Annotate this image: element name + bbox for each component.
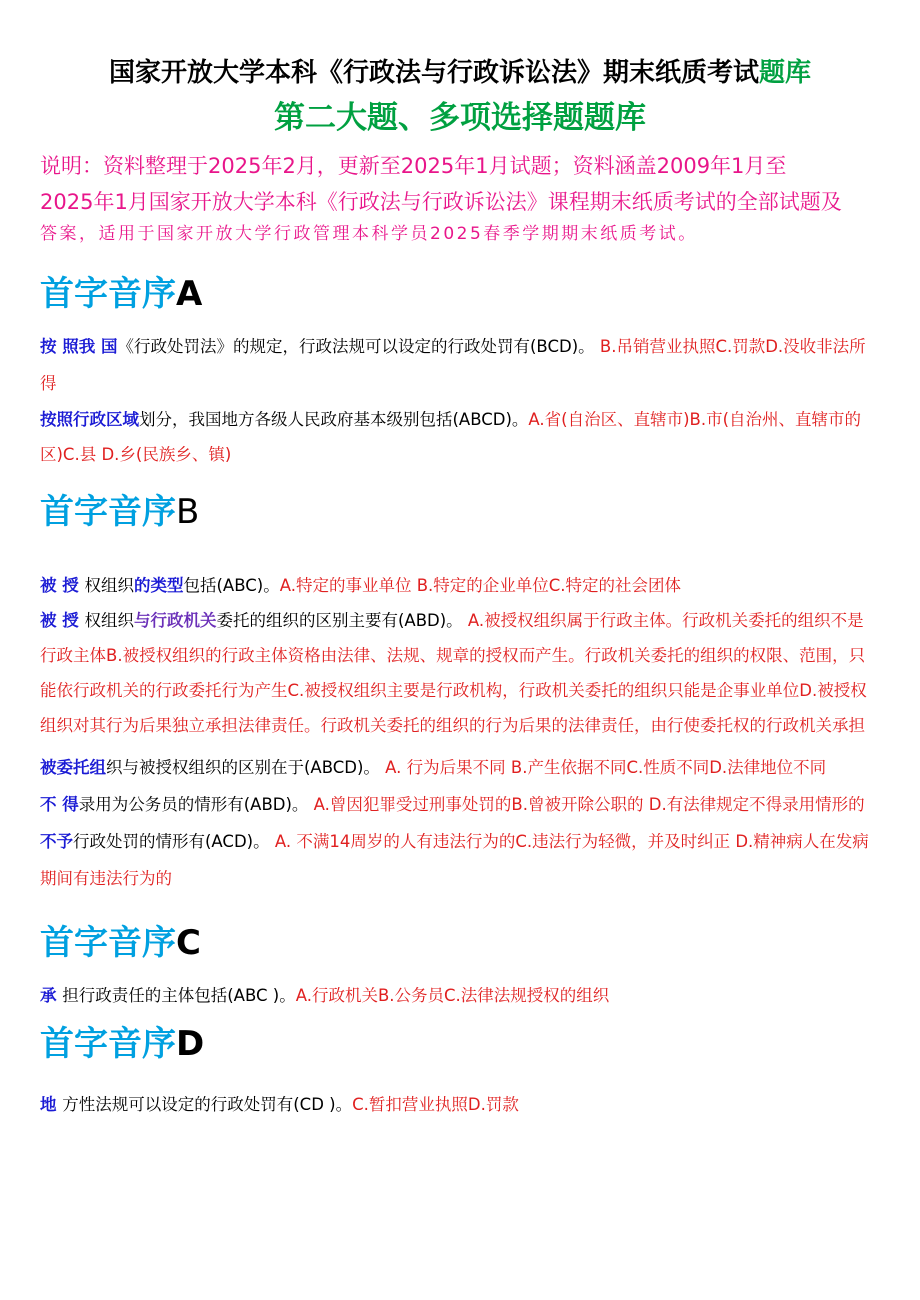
question-text: 录用为公务员的情形有(ABD)。 <box>78 795 309 814</box>
question-text: 权组织 <box>84 576 134 595</box>
description-note <box>40 148 880 248</box>
question-text: 织与被授权组织的区别在于(ABCD)。 <box>106 758 380 777</box>
answer-text: A.曾因犯罪受过刑事处罚的B.曾被开除公职的 D.有法律规定不得录用情形的 <box>308 795 865 814</box>
section-letter: B <box>176 492 200 532</box>
question-item <box>40 1086 880 1123</box>
answer-text: B.吊销营业执照C.罚款D.没收非法所得 <box>40 337 866 393</box>
question-text: 划分，我国地方各级人民政府基本级别包括(ABCD)。 <box>139 410 529 429</box>
question-text: 方性法规可以设定的行政处罚有(CD )。 <box>62 1095 353 1114</box>
title-highlight: 题库 <box>759 58 812 88</box>
question-item <box>40 603 880 743</box>
question-text: 包括(ABC)。 <box>183 576 280 595</box>
question-text: 行政处罚的情形有(ACD)。 <box>73 832 270 851</box>
question-item <box>40 786 880 823</box>
question-keyword: 与行政机关 <box>134 611 217 630</box>
answer-text: A.特定的事业单位 B.特定的企业单位C.特定的社会团体 <box>279 576 682 595</box>
page-subtitle: 第二大题、多项选择题题库 <box>274 100 646 136</box>
question-lead: 被委托组 <box>40 758 106 777</box>
question-item <box>40 402 880 472</box>
question-text: 《行政处罚法》的规定，行政法规可以设定的行政处罚有(BCD)。 <box>117 337 595 356</box>
section-letter: A <box>176 274 203 314</box>
question-text: 担行政责任的主体包括(ABC )。 <box>62 986 296 1005</box>
question-lead: 按 照我 国 <box>40 337 118 356</box>
section-heading-b <box>40 490 880 534</box>
answer-text: C.暂扣营业执照D.罚款 <box>352 1095 519 1114</box>
question-lead: 不予 <box>40 832 73 851</box>
answer-text: A. 行为后果不同 B.产生依据不同C.性质不同D.法律地位不同 <box>379 758 827 777</box>
page-title <box>40 0 880 90</box>
question-keyword: 的类型 <box>134 576 184 595</box>
question-item <box>40 823 880 897</box>
question-item <box>40 977 880 1014</box>
section-heading-text: 首字音序 <box>40 923 176 963</box>
answer-text: A.省(自治区、直辖市)B.市(自治州、直辖市的区)C.县 D.乡(民族乡、镇) <box>40 410 862 464</box>
question-text: 权组织 <box>84 611 134 630</box>
note-line-2: 2025年1月国家开放大学本科《行政法与行政诉讼法》课程期末纸质考试的全部试题及 <box>40 190 842 214</box>
section-letter: C <box>176 923 201 963</box>
section-heading-text: 首字音序 <box>40 274 176 314</box>
question-lead: 地 <box>40 1095 63 1114</box>
section-letter: D <box>176 1024 205 1064</box>
section-heading-text: 首字音序 <box>40 492 176 532</box>
question-lead: 承 <box>40 986 63 1005</box>
answer-text: A.被授权组织属于行政主体。行政机关委托的组织不是行政主体B.被授权组织的行政主体资格由法律、法规、规章的授权而产生。行政机关委托的组织的权限、范围，只能依行政机关的行政委托行为产生C.被授权组织主要是行政机构，行政机关委托的组织只能是企事业单位D.被授权组织对其行为后果独立承担法律责任。行政机关委托的组织的行为后果的法律责任，由行使委托权的行政机关承担 <box>40 611 867 735</box>
question-lead: 按照行政区域 <box>40 410 139 429</box>
question-text: 委托的组织的区别主要有(ABD)。 <box>216 611 463 630</box>
question-item <box>40 749 880 786</box>
note-line-3: 答案，适用于国家开放大学行政管理本科学员2025春季学期期末纸质考试。 <box>40 224 698 244</box>
answer-text: A.行政机关B.公务员C.法律法规授权的组织 <box>295 986 610 1005</box>
question-lead: 被 授 <box>40 611 85 630</box>
section-heading-d <box>40 1022 880 1066</box>
question-item <box>40 568 880 603</box>
note-line-1: 说明：资料整理于2025年2月，更新至2025年1月试题；资料涵盖2009年1月至 <box>40 154 787 178</box>
section-heading-a <box>40 272 880 316</box>
section-heading-text: 首字音序 <box>40 1024 176 1064</box>
question-lead: 不 得 <box>40 795 79 814</box>
section-heading-c <box>40 921 880 965</box>
title-text: 国家开放大学本科《行政法与行政诉讼法》期末纸质考试 <box>108 58 759 88</box>
question-item <box>40 328 880 402</box>
answer-text: A. 不满14周岁的人有违法行为的C.违法行为轻微，并及时纠正 D.精神病人在发病期间有违法行为的 <box>40 832 869 888</box>
question-lead: 被 授 <box>40 576 85 595</box>
